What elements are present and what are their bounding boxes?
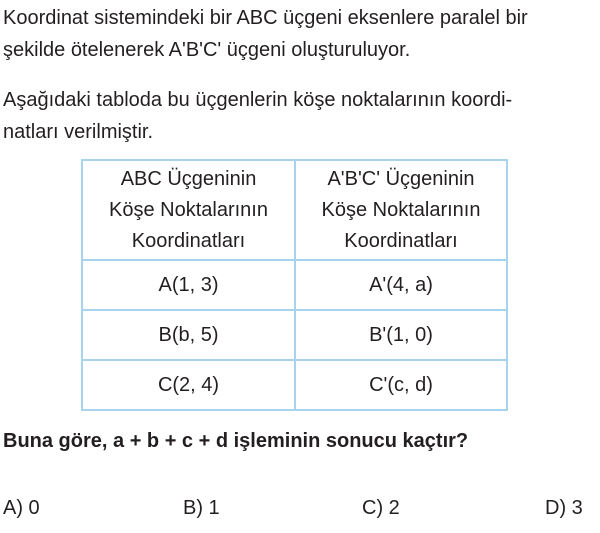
option-b[interactable]: B) 1 bbox=[183, 497, 220, 519]
table-row bbox=[82, 360, 507, 410]
cell-a-prime: A'(4, a) bbox=[295, 260, 507, 310]
option-a[interactable]: A) 0 bbox=[3, 497, 40, 519]
table-intro-paragraph bbox=[3, 84, 512, 148]
cell-c-prime: C'(c, d) bbox=[295, 360, 507, 410]
table-row bbox=[82, 260, 507, 310]
cell-c: C(2, 4) bbox=[82, 360, 295, 410]
cell-b: B(b, 5) bbox=[82, 310, 295, 360]
table-header-row bbox=[82, 160, 507, 260]
coordinates-table bbox=[81, 159, 508, 411]
header-abc: ABC Üçgeninin Köşe Noktalarının Koordinatları bbox=[82, 160, 295, 260]
option-c[interactable]: C) 2 bbox=[362, 497, 400, 519]
table-row bbox=[82, 310, 507, 360]
question-text: Buna göre, a + b + c + d işleminin sonucu kaçtır? bbox=[3, 430, 469, 452]
table-intro-line-1: Aşağıdaki tabloda bu üçgenlerin köşe noktalarının koordi- bbox=[3, 89, 513, 111]
header-abc-prime: A'B'C' Üçgeninin Köşe Noktalarının Koordinatları bbox=[295, 160, 507, 260]
intro-line-2: şekilde ötelenerek A'B'C' üçgeni oluşturuluyor. bbox=[3, 39, 411, 61]
intro-line-1: Koordinat sistemindeki bir ABC üçgeni eksenlere paralel bir bbox=[3, 7, 528, 29]
cell-b-prime: B'(1, 0) bbox=[295, 310, 507, 360]
option-d[interactable]: D) 3 bbox=[545, 497, 583, 519]
cell-a: A(1, 3) bbox=[82, 260, 295, 310]
intro-paragraph bbox=[3, 2, 528, 66]
table-intro-line-2: natları verilmiştir. bbox=[3, 121, 154, 143]
